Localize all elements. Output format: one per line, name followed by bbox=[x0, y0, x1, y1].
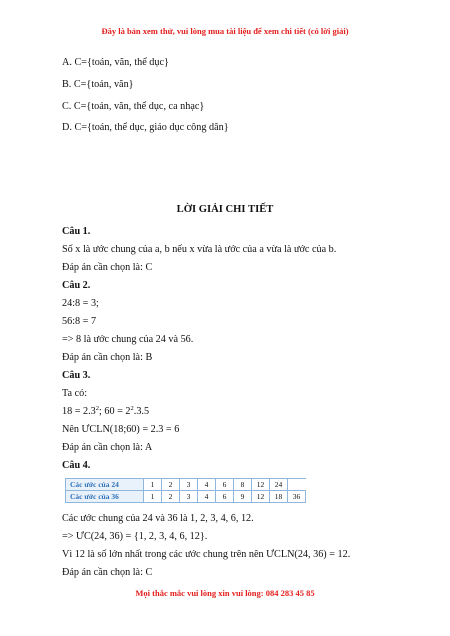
option-a: A. C={toán, văn, thể dục} bbox=[62, 57, 169, 68]
divisor-cell: 9 bbox=[234, 491, 252, 503]
divisor-cell: 18 bbox=[270, 491, 288, 503]
divisor-cell: 1 bbox=[144, 479, 162, 491]
question-1-text: Số x là ước chung của a, b nếu x vừa là ước của a vừa là ước của b. bbox=[62, 244, 337, 255]
question-3-answer: Đáp án cần chọn là: A bbox=[62, 442, 153, 453]
divisor-cell: 4 bbox=[198, 491, 216, 503]
preview-notice-banner: Đây là bản xem thử, vui lòng mua tài liệu để xem chi tiết (có lời giải) bbox=[101, 26, 349, 36]
divisor-cell: 6 bbox=[216, 491, 234, 503]
divisor-cell: 6 bbox=[216, 479, 234, 491]
divisor-cell-empty bbox=[288, 479, 306, 491]
question-4-line-1: Các ước chung của 24 và 36 là 1, 2, 3, 4, 6, 12. bbox=[62, 513, 254, 524]
question-4-line-3: Vì 12 là số lớn nhất trong các ước chung trên nên ƯCLN(24, 36) = 12. bbox=[62, 549, 351, 560]
eq-18-base: 18 = 2.3 bbox=[62, 406, 96, 417]
question-3-line-1: Ta có: bbox=[62, 388, 88, 399]
divisor-cell: 3 bbox=[180, 479, 198, 491]
question-2-line-3: => 8 là ước chung của 24 và 56. bbox=[62, 334, 194, 345]
divisors-row-36-label: Các ước của 36 bbox=[66, 491, 144, 503]
question-3-line-3: Nên ƯCLN(18;60) = 2.3 = 6 bbox=[62, 424, 180, 435]
solution-title: LỜI GIẢI CHI TIẾT bbox=[176, 204, 274, 215]
question-4-answer: Đáp án cần chọn là: C bbox=[62, 567, 153, 578]
divisors-row-24 bbox=[66, 479, 306, 491]
question-4-line-2: => ƯC(24, 36) = {1, 2, 3, 4, 6, 12}. bbox=[62, 531, 208, 542]
divisor-cell: 24 bbox=[270, 479, 288, 491]
divisor-cell: 1 bbox=[144, 491, 162, 503]
divisors-row-24-label: Các ước của 24 bbox=[66, 479, 144, 491]
question-3-heading: Câu 3. bbox=[62, 370, 91, 381]
question-4-heading: Câu 4. bbox=[62, 460, 91, 471]
question-2-line-1: 24:8 = 3; bbox=[62, 298, 99, 309]
eq-18-exponent: 2 bbox=[95, 405, 100, 412]
eq-60-base: ; 60 = 2 bbox=[99, 406, 131, 417]
divisor-cell: 8 bbox=[234, 479, 252, 491]
option-b: B. C={toán, văn} bbox=[62, 79, 134, 90]
divisor-cell: 2 bbox=[162, 479, 180, 491]
divisors-row-36 bbox=[66, 491, 306, 503]
divisor-cell: 12 bbox=[252, 479, 270, 491]
divisors-table bbox=[65, 478, 306, 503]
question-2-answer: Đáp án cần chọn là: B bbox=[62, 352, 153, 363]
contact-banner: Mọi thắc mắc vui lòng xin vui lòng: 084 283 45 85 bbox=[135, 588, 315, 598]
eq-60-rest: .3.5 bbox=[133, 406, 150, 417]
eq-60-exponent: 2 bbox=[130, 405, 134, 412]
divisor-cell: 36 bbox=[288, 491, 306, 503]
divisor-cell: 12 bbox=[252, 491, 270, 503]
question-1-answer: Đáp án cần chọn là: C bbox=[62, 262, 153, 273]
divisor-cell: 2 bbox=[162, 491, 180, 503]
divisor-cell: 3 bbox=[180, 491, 198, 503]
question-3-factorization bbox=[62, 405, 149, 418]
option-d: D. C={toán, thể dục, giáo dục công dân} bbox=[62, 122, 229, 133]
question-1-heading: Câu 1. bbox=[62, 226, 91, 237]
divisor-cell: 4 bbox=[198, 479, 216, 491]
option-c: C. C={toán, văn, thể dục, ca nhạc} bbox=[62, 101, 205, 112]
question-2-line-2: 56:8 = 7 bbox=[62, 316, 97, 327]
question-2-heading: Câu 2. bbox=[62, 280, 91, 291]
